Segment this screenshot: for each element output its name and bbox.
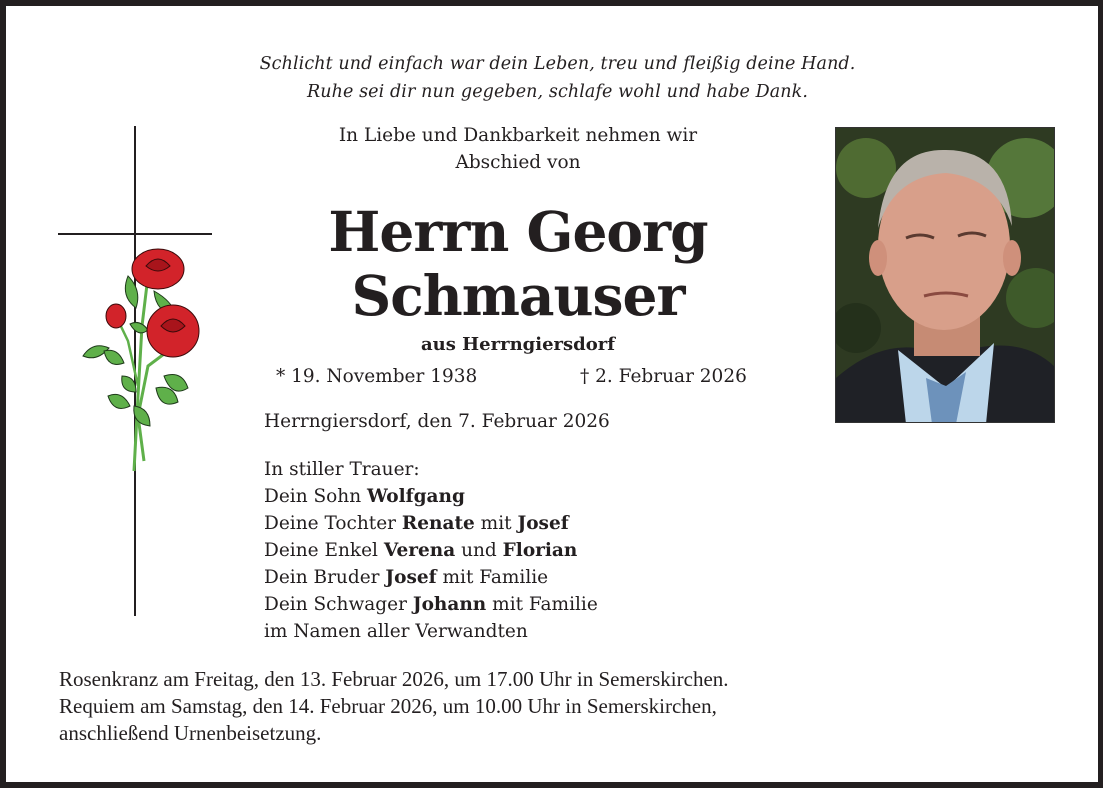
mourner-name: Renate [401, 513, 475, 534]
mourner-relation: Deine Tochter [264, 513, 402, 534]
mourner-connector: und [455, 540, 503, 561]
verse-line-1: Schlicht und einfach war dein Leben, treu und fleißig deine Hand. [259, 54, 856, 74]
mourner-line [264, 510, 598, 537]
mourners-heading: In stiller Trauer: [264, 459, 420, 480]
mourner-connector: mit Familie [436, 567, 549, 588]
name-line-1: Herrn Georg [328, 199, 708, 264]
mourner-name: Wolfgang [367, 486, 465, 507]
mourner-relation: Deine Enkel [264, 540, 384, 561]
intro-text [218, 122, 818, 176]
mourners-list [264, 456, 598, 645]
mourner-name: Josef [385, 567, 437, 588]
deceased-name [218, 200, 818, 328]
mourner-name: Johann [412, 594, 487, 615]
mourner-line [264, 591, 598, 618]
mourner-connector: mit Familie [486, 594, 598, 615]
mourner-relation: Dein Schwager [264, 594, 413, 615]
service-requiem: Requiem am Samstag, den 14. Februar 2026, um 10.00 Uhr in Semerskirchen, [59, 694, 717, 718]
service-rosary: Rosenkranz am Freitag, den 13. Februar 2026, um 17.00 Uhr in Semerskirchen. [59, 667, 729, 691]
name-line-2: Schmauser [351, 263, 685, 328]
death-date: † 2. Februar 2026 [580, 366, 747, 387]
memorial-verse [6, 50, 1103, 106]
mourner-name: Josef [517, 513, 569, 534]
mourner-line [264, 537, 598, 564]
place-and-date: Herrngiersdorf, den 7. Februar 2026 [264, 411, 610, 432]
cross-with-roses-icon [58, 126, 214, 616]
deceased-origin: aus Herrngiersdorf [421, 334, 615, 355]
mourner-relation: im Namen aller Verwandten [264, 621, 528, 642]
mourner-line [264, 483, 598, 510]
intro-line-2: Abschied von [455, 152, 581, 173]
mourner-relation: Dein Bruder [264, 567, 386, 588]
service-info [59, 666, 729, 747]
service-burial: anschließend Urnenbeisetzung. [59, 721, 322, 745]
verse-line-2: Ruhe sei dir nun gegeben, schlafe wohl und habe Dank. [306, 82, 809, 102]
mourner-connector: mit [474, 513, 518, 534]
mourner-line [264, 618, 598, 645]
mourner-relation: Dein Sohn [264, 486, 368, 507]
portrait-image [836, 128, 1055, 423]
birth-date: * 19. November 1938 [276, 366, 478, 387]
intro-line-1: In Liebe und Dankbarkeit nehmen wir [338, 125, 698, 146]
mourner-name: Florian [502, 540, 578, 561]
mourner-name: Verena [383, 540, 456, 561]
mourner-line [264, 564, 598, 591]
portrait-photo [835, 127, 1055, 423]
